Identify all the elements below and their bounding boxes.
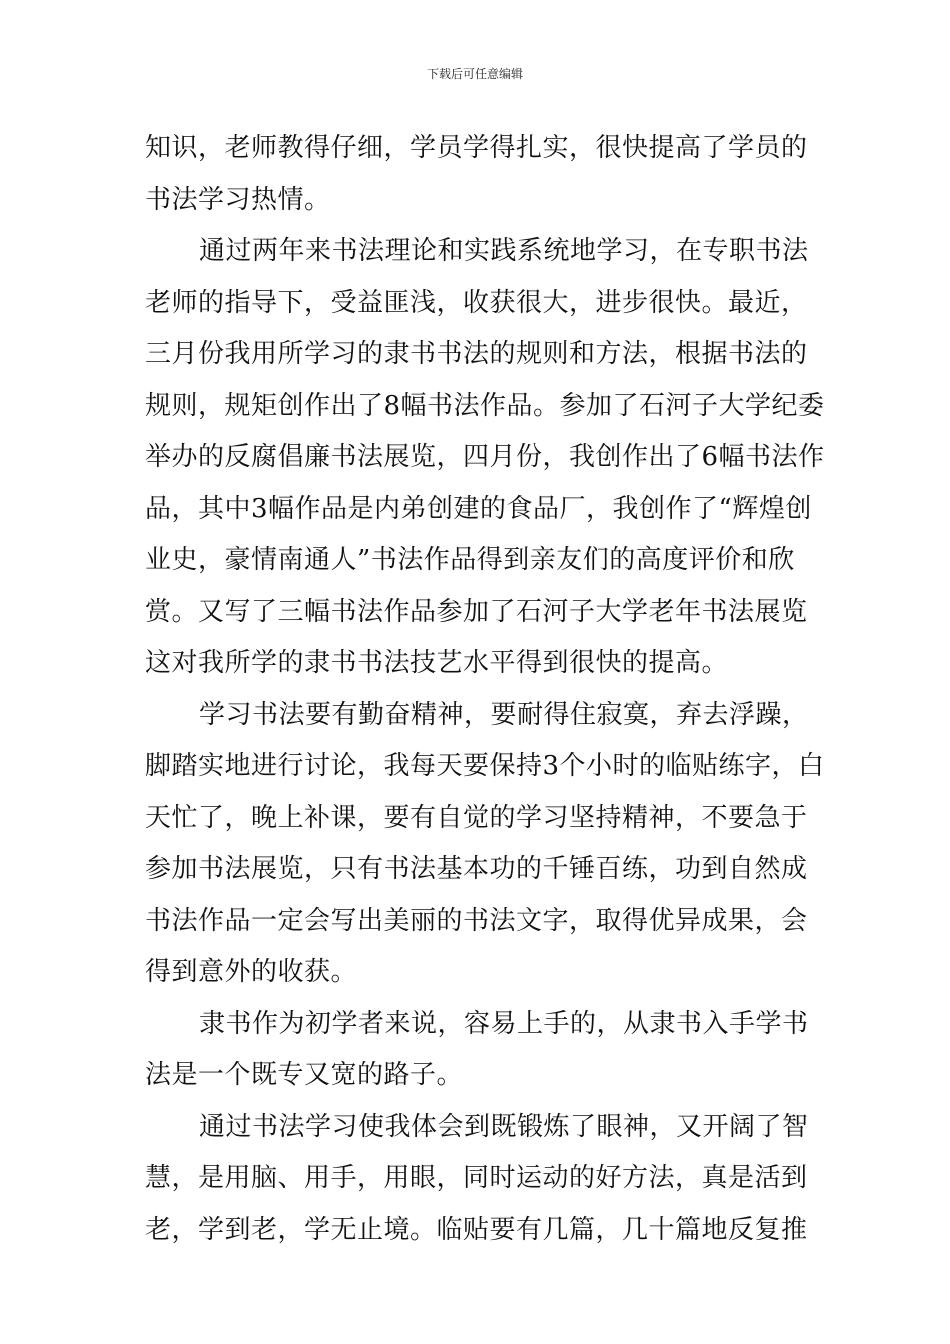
- text-line: 老，学到老，学无止境。临贴要有几篇，几十篇地反复推: [145, 1214, 808, 1245]
- text-line: 品，其中3幅作品是内弟创建的食品厂，我创作了“辉煌创: [145, 493, 812, 524]
- text-line: 书法作品一定会写出美丽的书法文字，取得优异成果，会: [145, 905, 808, 936]
- text-line: 赏。又写了三幅书法作品参加了石河子大学老年书法展览: [145, 596, 808, 627]
- text-line: 这对我所学的隶书书法技艺水平得到很快的提高。: [145, 648, 729, 678]
- text-line: 书法学习热情。: [145, 184, 331, 215]
- document-body: [145, 123, 825, 1256]
- text-line: 脚踏实地进行讨论，我每天要保持3个小时的临贴练字，白: [145, 751, 825, 781]
- text-line: 三月份我用所学习的隶书书法的规则和方法，根据书法的: [145, 339, 808, 369]
- text-line: 举办的反腐倡廉书法展览，四月份，我创作出了6幅书法作: [145, 442, 825, 472]
- text-line: 规则，规矩创作出了8幅书法作品。参加了石河子大学纪委: [145, 390, 825, 421]
- text-line: 业史，豪情南通人”书法作品得到亲友们的高度评价和欣: [145, 545, 795, 575]
- paragraph-first-line: 隶书作为初学者来说，容易上手的，从隶书入手学书: [199, 1008, 809, 1039]
- page-header: 下载后可任意编辑: [426, 67, 523, 81]
- text-line: 参加书法展览，只有书法基本功的千锤百练，功到自然成: [145, 854, 808, 884]
- text-line: 知识，老师教得仔细，学员学得扎实，很快提高了学员的: [145, 133, 808, 163]
- paragraph-first-line: 通过书法学习使我体会到既锻炼了眼神，又开阔了智: [199, 1111, 809, 1142]
- text-line: 法是一个既专又宽的路子。: [145, 1060, 464, 1090]
- text-line: 天忙了，晚上补课，要有自觉的学习坚持精神，不要急于: [145, 802, 808, 833]
- paragraph-first-line: 学习书法要有勤奋精神，要耐得住寂寞，弃去浮躁，: [199, 699, 809, 730]
- text-line: 得到意外的收获。: [145, 957, 358, 987]
- text-line: 老师的指导下，受益匪浅，收获很大，进步很快。最近，: [145, 287, 808, 318]
- text-line: 慧，是用脑、用手，用眼，同时运动的好方法，真是活到: [145, 1163, 808, 1193]
- paragraph-first-line: 通过两年来书法理论和实践系统地学习，在专职书法: [199, 236, 809, 266]
